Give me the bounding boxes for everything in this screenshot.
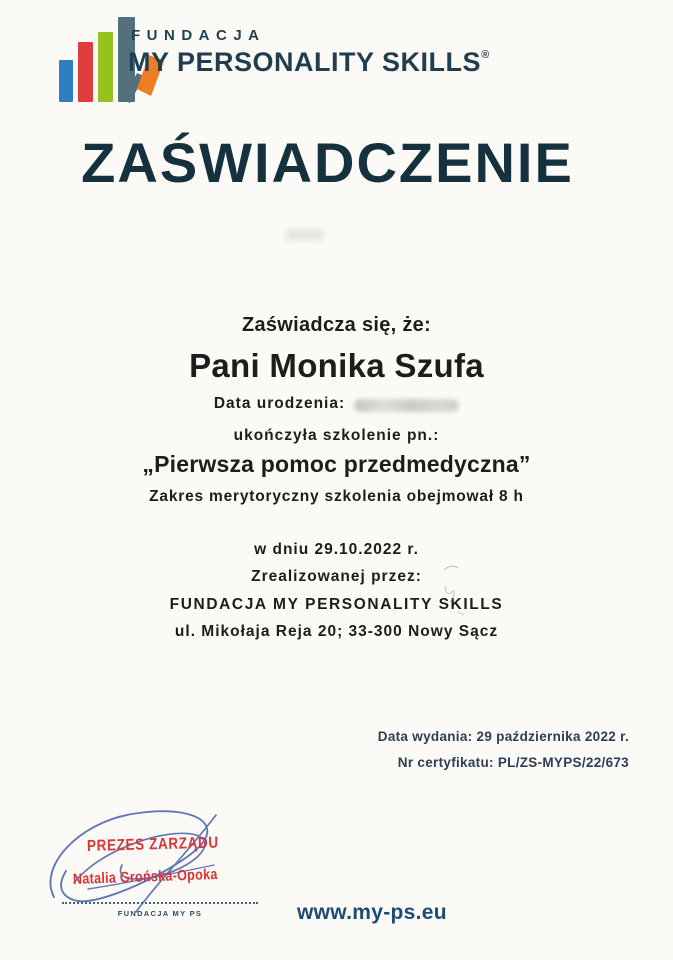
- training-date-line: w dniu 29.10.2022 r.: [254, 541, 419, 558]
- logo-bar-green: [98, 32, 113, 102]
- certificate-number-line: Nr certyfikatu: PL/ZS-MYPS/22/673: [397, 755, 629, 770]
- organization-name: FUNDACJA MY PERSONALITY SKILLS: [169, 596, 504, 613]
- realized-by-label: Zrealizowanej przez:: [251, 568, 422, 585]
- scan-smudge-mark: [286, 229, 324, 241]
- pencil-scuff-mark: [430, 560, 475, 620]
- redacted-birth-date: [354, 399, 459, 412]
- logo-text-brand: [128, 47, 489, 78]
- issue-date-line: Data wydania: 29 października 2022 r.: [377, 729, 629, 744]
- registered-trademark-mark: ®: [481, 49, 490, 61]
- website-url: www.my-ps.eu: [297, 901, 447, 924]
- logo-text-fundacja: FUNDACJA: [131, 27, 266, 44]
- signature-org-caption: FUNDACJA MY PS: [117, 909, 203, 918]
- logo-bar-red: [78, 42, 93, 102]
- recipient-name: Pani Monika Szufa: [189, 347, 484, 384]
- handwritten-signature-icon: [40, 805, 245, 913]
- course-scope-line: Zakres merytoryczny szkolenia obejmował 8 h: [149, 488, 524, 505]
- completed-training-line: ukończyła szkolenie pn.:: [233, 427, 440, 444]
- birth-date-row: [0, 395, 673, 413]
- stamp-signer-name: Natalia Grońska-Opoka: [72, 865, 218, 888]
- logo-bar-blue: [59, 60, 73, 102]
- logo-brand-label: MY PERSONALITY SKILLS: [128, 47, 482, 77]
- signature-dotted-line: [62, 902, 258, 904]
- stamp-role-title: PREZES ZARZĄDU: [86, 834, 220, 855]
- certificate-title: ZAŚWIADCZENIE: [81, 131, 574, 194]
- organization-address: ul. Mikołaja Reja 20; 33-300 Nowy Sącz: [174, 623, 499, 640]
- certify-line: Zaświadcza się, że:: [241, 314, 432, 336]
- course-title: „Pierwsza pomoc przedmedyczna”: [142, 451, 531, 477]
- birth-date-label: Data urodzenia:: [213, 395, 346, 412]
